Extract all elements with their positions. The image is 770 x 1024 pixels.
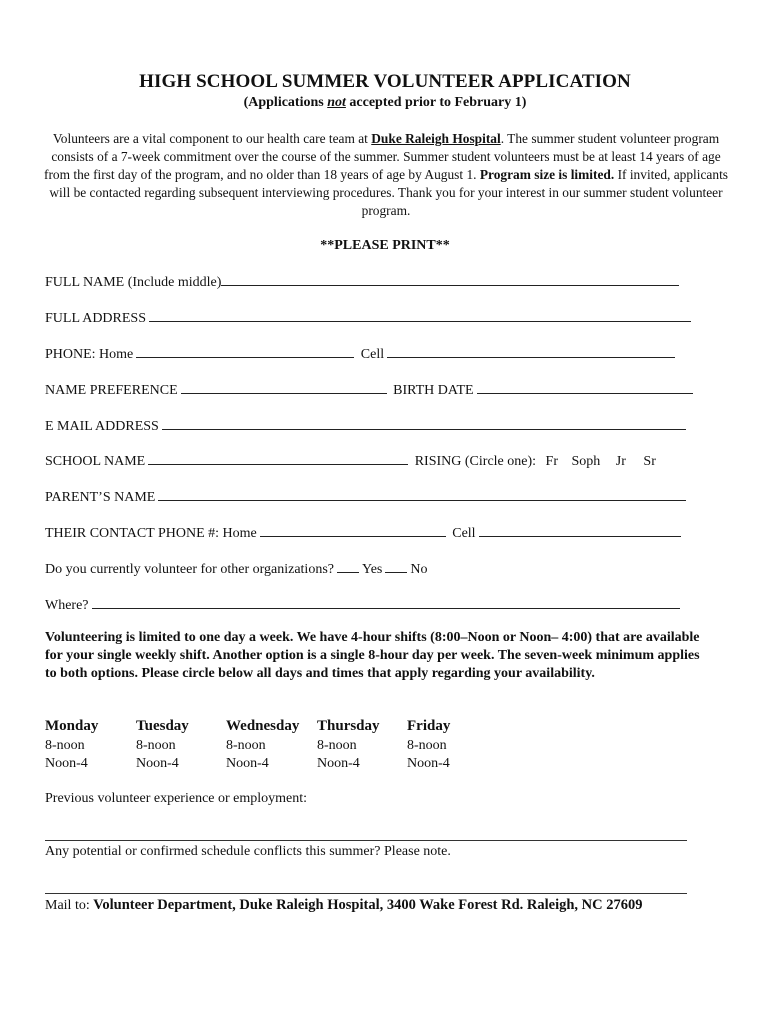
slot-morning[interactable]: 8-noon (136, 738, 176, 753)
name-pref-field[interactable] (181, 380, 387, 394)
parent-field[interactable] (158, 487, 686, 501)
day-name: Thursday (317, 718, 380, 734)
parent-label: PARENT’S NAME (45, 490, 156, 505)
conflicts-field[interactable] (45, 893, 687, 894)
email-label: E MAIL ADDRESS (45, 419, 159, 434)
mail-address: Volunteer Department, Duke Raleigh Hospital, 3400 Wake Forest Rd. Raleigh, NC 27609 (93, 897, 643, 913)
full-name-field[interactable] (221, 272, 679, 286)
day-wednesday (226, 718, 316, 774)
name-pref-label: NAME PREFERENCE (45, 383, 178, 398)
volunteer-question-row (45, 559, 427, 579)
full-address-label: FULL ADDRESS (45, 311, 147, 326)
slot-morning[interactable]: 8-noon (226, 738, 266, 753)
please-print: **PLEASE PRINT** (320, 238, 450, 253)
slot-afternoon[interactable]: Noon-4 (317, 756, 360, 771)
full-name-row (45, 272, 682, 292)
slot-afternoon[interactable]: Noon-4 (45, 756, 88, 771)
phone-home-label: PHONE: Home (45, 347, 134, 362)
slot-morning[interactable]: 8-noon (317, 738, 357, 753)
day-name: Wednesday (226, 718, 300, 734)
name-pref-row (45, 380, 696, 400)
conflicts-label: Any potential or confirmed schedule conflicts this summer? Please note. (45, 844, 451, 859)
birth-date-label: BIRTH DATE (393, 383, 474, 398)
volunteer-question: Do you currently volunteer for other organizations? (45, 562, 334, 577)
contact-row (45, 523, 684, 543)
where-field[interactable] (92, 595, 680, 609)
mail-to (45, 897, 643, 914)
phone-cell-field[interactable] (387, 344, 675, 358)
where-label: Where? (45, 598, 89, 613)
day-monday (45, 718, 135, 774)
contact-home-field[interactable] (260, 523, 446, 537)
rising-label: RISING (Circle one): (414, 454, 537, 469)
phone-row (45, 344, 678, 364)
where-row (45, 595, 683, 615)
hospital-name: Duke Raleigh Hospital (371, 131, 501, 146)
slot-afternoon[interactable]: Noon-4 (407, 756, 450, 771)
yes-blank[interactable] (337, 559, 359, 573)
contact-cell-label: Cell (452, 526, 476, 541)
parent-row (45, 487, 689, 507)
day-tuesday (136, 718, 226, 774)
day-friday (407, 718, 497, 774)
school-label: SCHOOL NAME (45, 454, 146, 469)
contact-home-label: THEIR CONTACT PHONE #: Home (45, 526, 257, 541)
phone-cell-label: Cell (360, 347, 385, 362)
phone-home-field[interactable] (136, 344, 354, 358)
birth-date-field[interactable] (477, 380, 693, 394)
rising-jr[interactable]: Jr (615, 454, 626, 469)
slot-afternoon[interactable]: Noon-4 (136, 756, 179, 771)
day-thursday (317, 718, 407, 774)
rising-fr[interactable]: Fr (545, 454, 558, 469)
no-blank[interactable] (385, 559, 407, 573)
full-address-row (45, 308, 694, 328)
yes-label: Yes (361, 562, 383, 577)
mail-label: Mail to: (45, 898, 94, 913)
page-subtitle: (Applications not accepted prior to February 1) (243, 95, 527, 110)
rising-soph[interactable]: Soph (571, 454, 601, 469)
slot-morning[interactable]: 8-noon (45, 738, 85, 753)
full-name-label: FULL NAME (Include middle) (45, 275, 222, 290)
day-name: Monday (45, 718, 99, 734)
full-address-field[interactable] (149, 308, 691, 322)
day-name: Tuesday (136, 718, 189, 734)
rising-sr[interactable]: Sr (643, 454, 656, 469)
page-title: HIGH SCHOOL SUMMER VOLUNTEER APPLICATION (139, 71, 631, 92)
intro-paragraph: Volunteers are a vital component to our health care team at Duke Raleigh Hospital. The summer student volunteer program consists of a 7-week commitment over the course of the summer. Summer student volunteers must be at least 14 years of age from the first day of the program, and no older than 18 years of age by August 1. Program size is limited. If invited, applicants will be contacted regarding subsequent interviewing procedures. Thank you for your interest in our summer student volunteer program. (44, 131, 729, 218)
contact-cell-field[interactable] (479, 523, 681, 537)
program-limited: Program size is limited. (479, 167, 615, 182)
email-field[interactable] (162, 416, 686, 430)
school-field[interactable] (148, 451, 408, 465)
slot-afternoon[interactable]: Noon-4 (226, 756, 269, 771)
email-row (45, 416, 689, 436)
slot-morning[interactable]: 8-noon (407, 738, 447, 753)
school-row (45, 451, 656, 471)
previous-experience-label: Previous volunteer experience or employment: (45, 791, 308, 806)
previous-experience-field[interactable] (45, 840, 687, 841)
availability-notice: Volunteering is limited to one day a week. We have 4-hour shifts (8:00–Noon or Noon– 4:00) that are available for your single weekly shift. Another option is a single 8-hour day per week. The seven-week minimum applies to both options. Please circle below all days and times that apply regarding your availability. (45, 630, 700, 681)
no-label: No (410, 562, 428, 577)
day-name: Friday (407, 718, 451, 734)
